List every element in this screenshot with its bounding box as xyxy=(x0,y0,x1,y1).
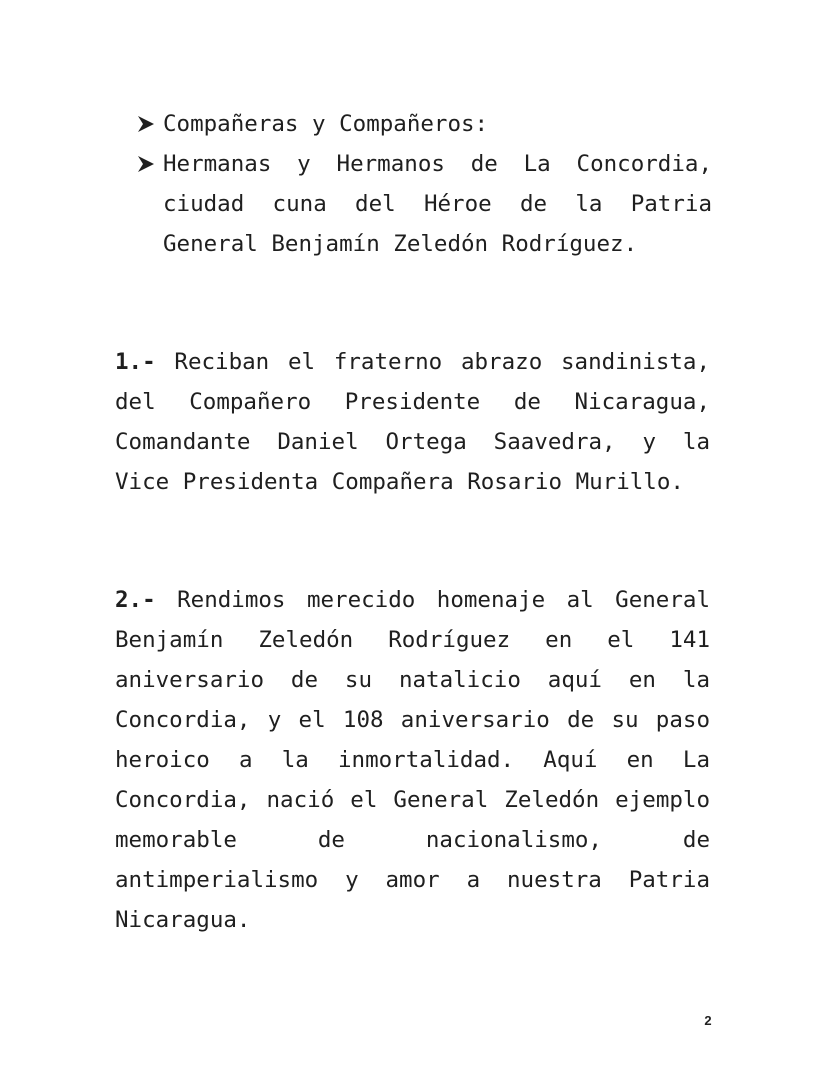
salutation-list xyxy=(134,104,712,264)
paragraph-text: Rendimos merecido homenaje al General Benjamín Zeledón Rodríguez en el 141 aniversario de su natalicio aquí en la Concordia, y el 108 aniversario de su paso heroico a la inmortalidad. Aquí en La Concordia, nació el General Zeledón ejemplo memorable de nacionalismo, de antimperialismo y amor a nuestra Patria Nicaragua. xyxy=(115,587,710,933)
page-number: 2 xyxy=(704,1013,712,1028)
salutation-text: Compañeras y Compañeros: xyxy=(163,111,489,137)
salutation-text: Hermanas y Hermanos de La Concordia, ciudad cuna del Héroe de la Patria General Benjamín Zeledón Rodríguez. xyxy=(163,151,712,257)
paragraph-text: Reciban el fraterno abrazo sandinista, del Compañero Presidente de Nicaragua, Comandante Daniel Ortega Saavedra, y la Vice Presidenta Compañera Rosario Murillo. xyxy=(115,349,710,495)
paragraph-1 xyxy=(115,342,710,502)
paragraph-number: 1.- xyxy=(115,349,156,375)
paragraph-number: 2.- xyxy=(115,587,156,613)
salutation-item xyxy=(134,144,712,264)
arrow-bullet-icon xyxy=(134,104,160,144)
arrow-bullet-icon xyxy=(134,144,160,184)
paragraph-2 xyxy=(115,580,710,940)
salutation-item xyxy=(134,104,712,144)
